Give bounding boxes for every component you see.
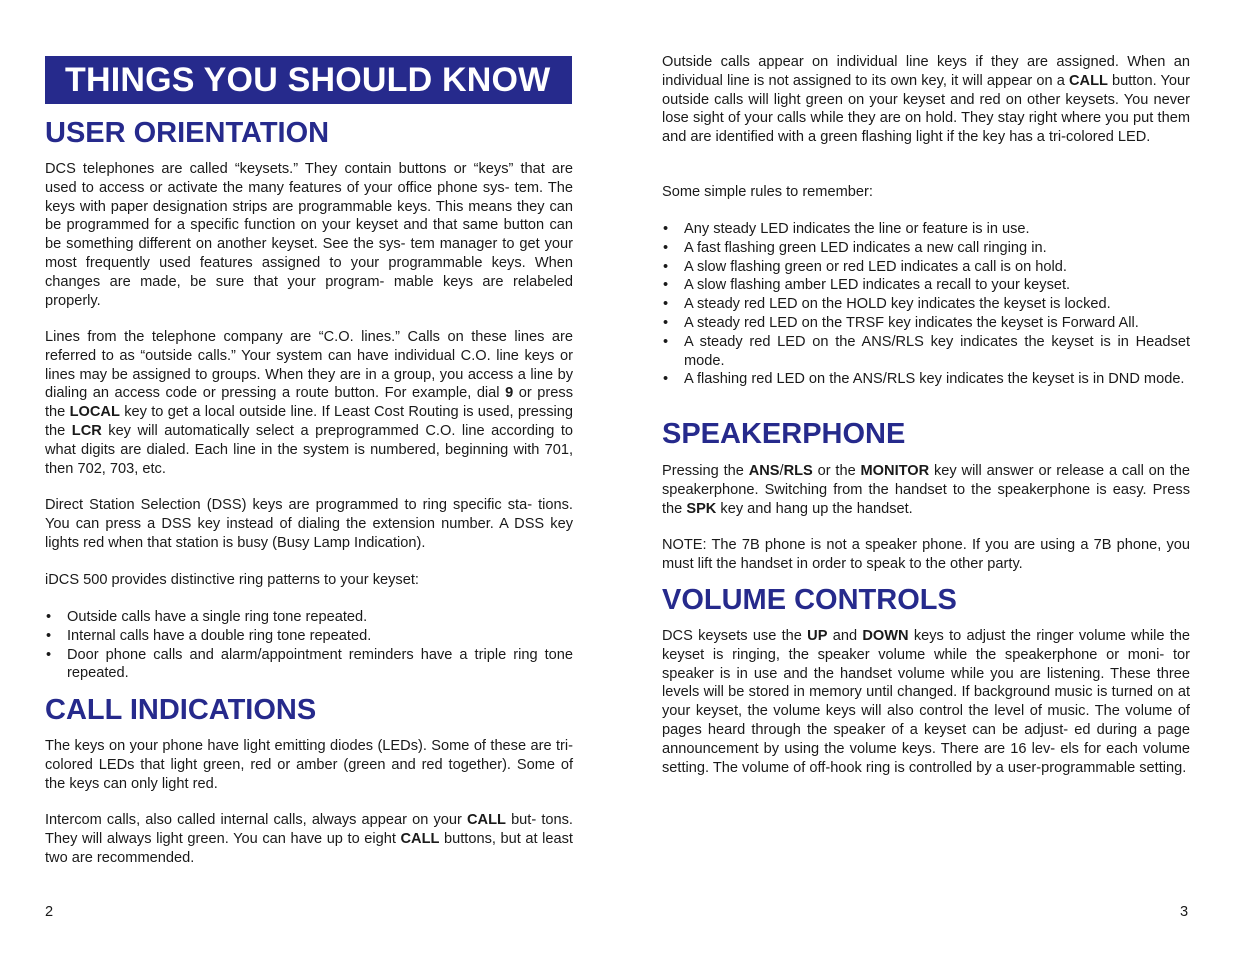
- list-item: • A slow flashing amber LED indicates a recall to your keyset.: [663, 277, 1071, 294]
- call-indications-paragraph-2: Intercom calls, also called internal calls, always appear on your CALL but- tons. They will always light green. You can have up to eight CALL buttons, but at least two are recommended.: [45, 812, 573, 866]
- rules-intro: Some simple rules to remember:: [662, 184, 873, 200]
- call-indications-paragraph-1: The keys on your phone have light emitting diodes (LEDs). Some of these are tri-colored LEDs that light green, red or amber (green and red together). Some of the keys can only light red.: [45, 738, 573, 792]
- speakerphone-note: NOTE: The 7B phone is not a speaker phone. If you are using a 7B phone, you must lift the handset in order to speak to the other party.: [662, 537, 1190, 572]
- list-item: • A steady red LED on the HOLD key indicates the keyset is locked.: [663, 296, 1111, 313]
- page-number-left: 2: [45, 904, 54, 920]
- outside-calls-paragraph: Outside calls appear on individual line keys if they are assigned. When an individual line is not assigned to its own key, it will appear on a CALL button. Your outside calls will light green on your keyset and red on other keysets. You never lose sight of your calls while they are on hold. They stay right where you put them and are identified with a green flashing light if the key has a tri-colored LED.: [662, 54, 1190, 146]
- list-item: • A flashing red LED on the ANS/RLS key indicates the keyset is in DND mode.: [663, 371, 1185, 388]
- user-orientation-paragraph-4: iDCS 500 provides distinctive ring patterns to your keyset:: [45, 572, 419, 588]
- ring-pattern-list: [45, 608, 573, 683]
- page-title-banner: THINGS YOU SHOULD KNOW: [45, 56, 572, 104]
- list-item: • A steady red LED on the ANS/RLS key indicates the keyset is in Headset mode.: [663, 333, 1190, 369]
- volume-controls-heading: VOLUME CONTROLS: [662, 584, 957, 616]
- call-indications-heading: CALL INDICATIONS: [45, 694, 317, 726]
- list-item: • A slow flashing green or red LED indicates a call is on hold.: [663, 258, 1067, 275]
- speakerphone-paragraph-1: Pressing the ANS/RLS or the MONITOR key will answer or release a call on the speakerphone. Switching from the handset to the speakerphone is easy. Press the SPK key and hang up the handset.: [662, 463, 1190, 517]
- list-item: • Internal calls have a double ring tone repeated.: [46, 627, 372, 644]
- list-item: • A fast flashing green LED indicates a new call ringing in.: [663, 239, 1047, 256]
- user-orientation-paragraph-3: Direct Station Selection (DSS) keys are programmed to ring specific sta- tions. You can press a DSS key instead of dialing the extension number. A DSS key lights red when that station is busy (Busy Lamp Indication).: [45, 497, 573, 551]
- list-item: • Door phone calls and alarm/appointment reminders have a triple ring tone repeated.: [46, 646, 573, 682]
- user-orientation-paragraph-2: Lines from the telephone company are “C.O. lines.” Calls on these lines are referred to as “outside calls.” Your system can have individual C.O. line keys or lines may be assigned to groups. When they are in a group, you access a line by dialing an access code or pressing a route button. For example, dial 9 or press the LOCAL key to get a local outside line. If Least Cost Routing is used, pressing the LCR key will automatically select a preprogrammed C.O. line according to what digits are dialed. Each line in the system is numbered, beginning with 701, then 702, 703, etc.: [45, 329, 574, 477]
- list-item: • A steady red LED on the TRSF key indicates the keyset is Forward All.: [663, 314, 1139, 331]
- speakerphone-heading: SPEAKERPHONE: [662, 418, 906, 450]
- list-item: • Outside calls have a single ring tone repeated.: [46, 609, 368, 625]
- user-orientation-heading: USER ORIENTATION: [45, 117, 330, 149]
- list-item: • Any steady LED indicates the line or feature is in use.: [663, 221, 1030, 237]
- page-number-right: 3: [1180, 904, 1189, 920]
- user-orientation-paragraph-1: DCS telephones are called “keysets.” They contain buttons or “keys” that are used to access or activate the many features of your office phone sys- tem. The keys with paper designation strips are programmable keys. This means they can be programmed for a specific function on your keyset and that same button can be something different on another keyset. See the sys- tem manager to get your most frequently used features assigned to your programmable keys. When changes are made, be sure that your program- mable keys are relabeled properly.: [45, 161, 573, 309]
- volume-controls-paragraph: DCS keysets use the UP and DOWN keys to adjust the ringer volume while the keyset is ringing, the speaker volume while the speakerphone or moni- tor speaker is in use and the handset volume while you are listening. These three levels will be stored in memory until changed. If background music is turned on at your keyset, the volume keys will also control the level of music. The volume of pages heard through the speaker of a keyset can be adjust- ed during a page announcement by using the volume keys. There are 16 lev- els for each volume setting. The volume of off-hook ring is controlled by a user-programmable setting.: [662, 628, 1190, 776]
- led-rules-list: [662, 220, 1190, 389]
